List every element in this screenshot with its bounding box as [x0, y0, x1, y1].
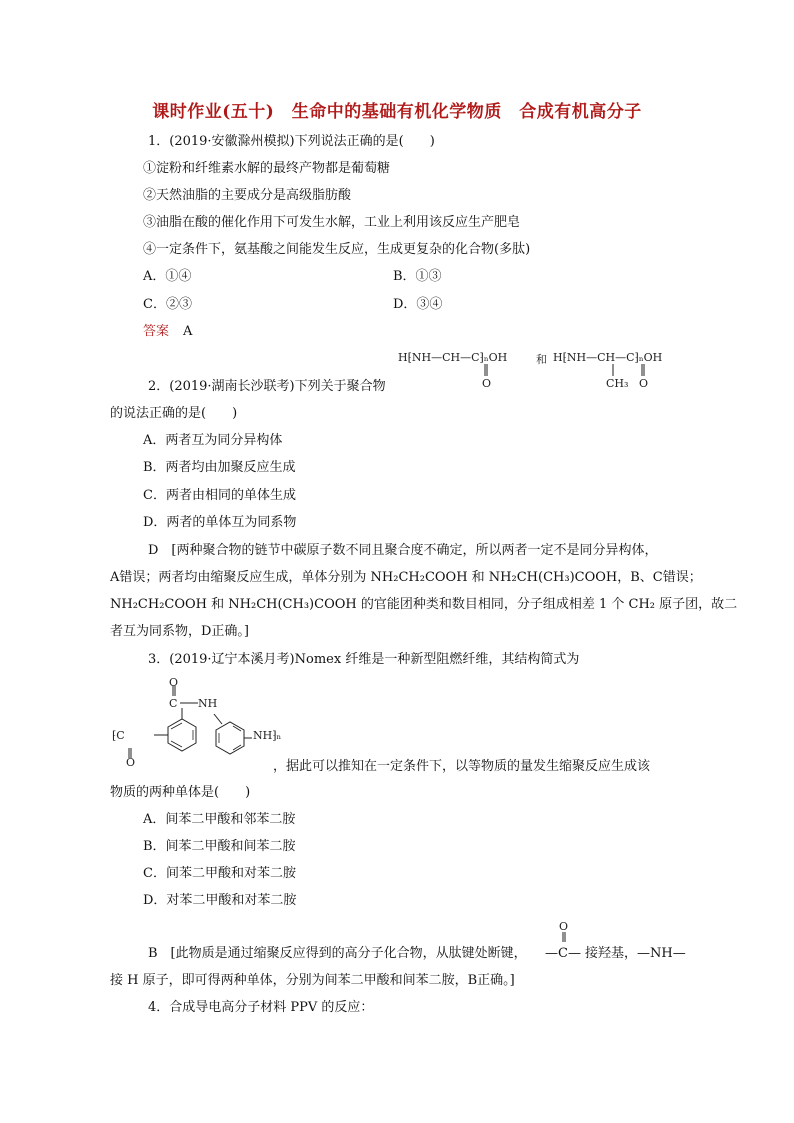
q2-stem-continued: 的说法正确的是( ) — [110, 406, 238, 421]
q1-option-b: B．①③ — [393, 269, 442, 284]
q3-option-c: C．间苯二甲酸和对苯二胺 — [143, 866, 296, 881]
q1-item-3: ③油脂在酸的催化作用下可发生水解，工业上利用该反应生产肥皂 — [143, 215, 521, 230]
q2-option-a: A．两者互为同分异构体 — [143, 433, 283, 448]
nomex-structure-diagram — [110, 672, 280, 772]
q1-item-4: ④一定条件下，氨基酸之间能发生反应，生成更复杂的化合物(多肽) — [143, 242, 531, 257]
answer-value: A — [183, 324, 193, 339]
nomex-oxygen-top: O — [169, 676, 179, 689]
carbonyl-double-bond — [545, 932, 585, 944]
q2-explanation-line-3: NH₂CH₂COOH 和 NH₂CH(CH₃)COOH 的官能团种类和数目相同，分子组成相差 1 个 CH₂ 原子团，故二 — [110, 597, 738, 612]
methyl-label: CH₃ — [606, 377, 629, 390]
nomex-amide-nh: NH — [198, 697, 218, 710]
q1-answer — [143, 323, 192, 341]
q3-stem-after-structure: ，据此可以推知在一定条件下，以等物质的量发生缩聚反应生成该 — [273, 759, 651, 774]
q3-option-a: A．间苯二甲酸和邻苯二胺 — [143, 812, 296, 827]
q1-stem: 1．(2019·安徽滁州模拟)下列说法正确的是( ) — [148, 134, 435, 149]
q3-explanation-part-3: 接 H 原子，即可得两种单体，分别为间苯二甲酸和间苯二胺，B正确。] — [110, 973, 515, 988]
q2-explanation-line-2: A错误；两者均由缩聚反应生成，单体分别为 NH₂CH₂COOH 和 NH₂CH(CH₃)COOH，B、C错误； — [110, 570, 702, 585]
oxygen-label-right: O — [639, 377, 649, 390]
nomex-chain-end: NH⁆ₙ — [253, 729, 282, 742]
polymer-formula-left: H⁅NH—CH—C⁆ₙOH — [398, 351, 508, 364]
q1-option-a: A．①④ — [143, 269, 192, 284]
q2-explanation-line-1: D [两种聚合物的链节中碳原子数不同且聚合度不确定，所以两者一定不是同分异构体， — [148, 543, 658, 558]
carbonyl-fragment: —C— — [545, 946, 581, 961]
q3-explanation-part-2: 接羟基，—NH— — [585, 946, 686, 961]
q3-explanation-part-1: B [此物质是通过缩聚反应得到的高分子化合物，从肽键处断键， — [148, 946, 527, 961]
q1-item-1: ①淀粉和纤维素水解的最终产物都是葡萄糖 — [143, 161, 391, 176]
nomex-chain-start: ⁅C — [112, 729, 125, 742]
nomex-oxygen-bottom: O — [126, 756, 136, 769]
nomex-carbon-top: C — [169, 697, 178, 710]
q1-item-2: ②天然油脂的主要成分是高级脂肪酸 — [143, 188, 352, 203]
polymer-formula-connector: 和 — [536, 353, 547, 366]
q2-stem: 2．(2019·湖南长沙联考)下列关于聚合物 — [148, 379, 386, 394]
q3-option-d: D．对苯二甲酸和对苯二胺 — [143, 893, 297, 908]
carbonyl-oxygen-label: O — [559, 920, 569, 933]
q2-option-c: C．两者由相同的单体生成 — [143, 488, 296, 503]
q4-stem: 4．合成导电高分子材料 PPV 的反应： — [148, 1000, 374, 1015]
q2-explanation-line-4: 者互为同系物，D正确。] — [110, 624, 249, 639]
q3-option-b: B．间苯二甲酸和间苯二胺 — [143, 839, 296, 854]
q3-stem-continued: 物质的两种单体是( ) — [110, 785, 251, 800]
q2-option-b: B．两者均由加聚反应生成 — [143, 460, 296, 475]
page-title: 课时作业(五十) 生命中的基础有机化学物质 合成有机高分子 — [152, 102, 642, 122]
q1-option-d: D．③④ — [393, 297, 443, 312]
answer-label: 答案 — [143, 324, 170, 339]
polymer-formula-right: H⁅NH—CH—C⁆ₙOH — [553, 351, 663, 364]
q1-option-c: C．②③ — [143, 297, 192, 312]
oxygen-label-left: O — [482, 377, 492, 390]
carbonyl-carbon: C — [558, 946, 568, 961]
q2-option-d: D．两者的单体互为同系物 — [143, 515, 297, 530]
q3-stem: 3．(2019·辽宁本溪月考)Nomex 纤维是一种新型阻燃纤维，其结构简式为 — [148, 652, 580, 667]
